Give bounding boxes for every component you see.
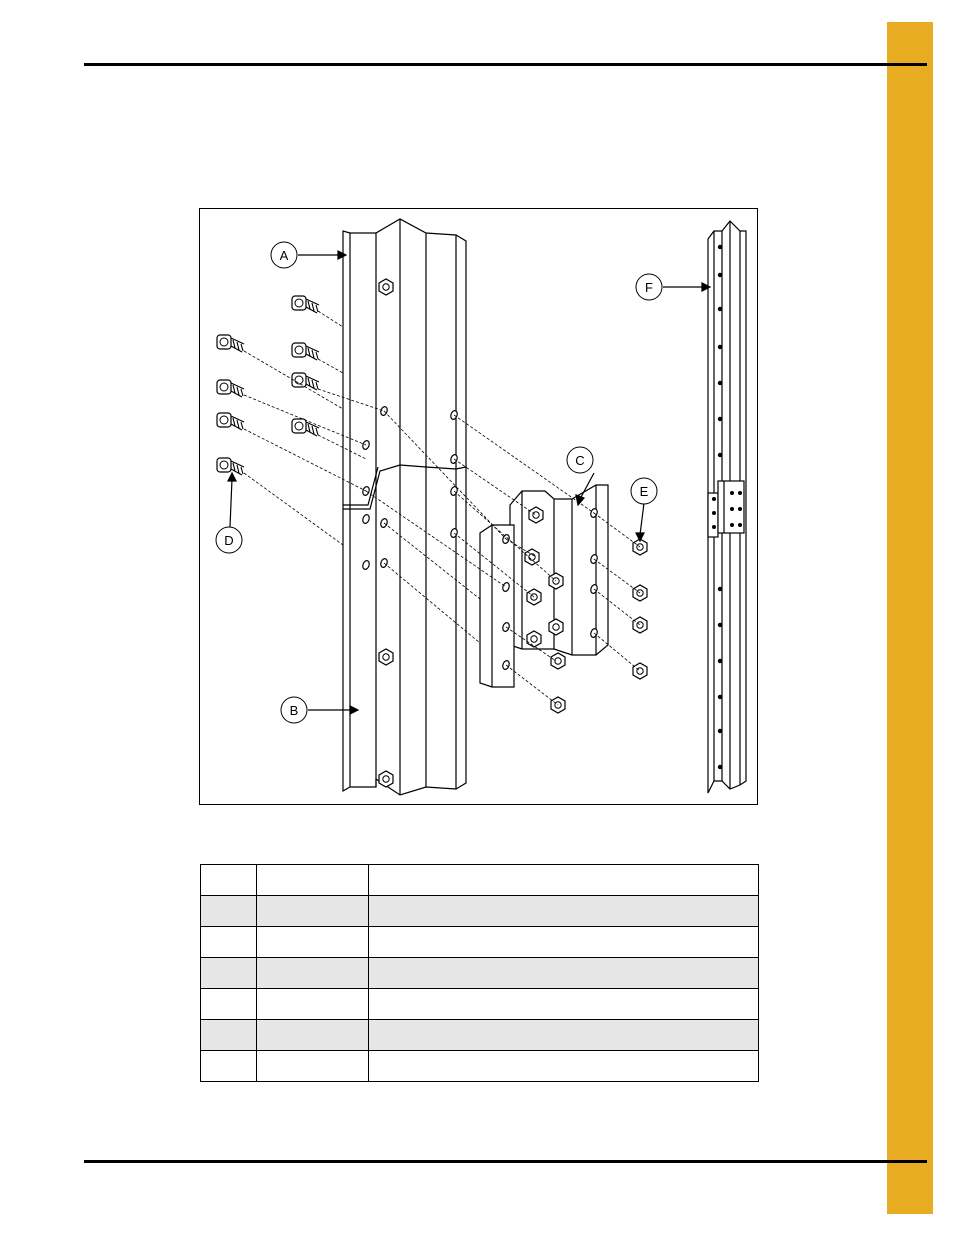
main-post [343, 219, 466, 795]
table-cell [257, 1051, 369, 1082]
table-cell [257, 1020, 369, 1051]
callout-c [567, 447, 593, 473]
svg-text:E: E [639, 484, 649, 499]
table-header-cell [257, 865, 369, 896]
parts-table [200, 864, 759, 1082]
callout-b [281, 697, 307, 723]
chapter-side-tab [887, 22, 933, 1214]
table-cell [369, 989, 759, 1020]
table-cell [369, 896, 759, 927]
table-cell [257, 927, 369, 958]
svg-text:A: A [279, 248, 289, 263]
splice-plates [480, 485, 608, 687]
table-row [201, 896, 759, 927]
svg-text:F: F [645, 280, 653, 295]
svg-text:D: D [224, 533, 234, 548]
table-row [201, 1020, 759, 1051]
assembled-column [708, 221, 746, 793]
svg-text:B: B [289, 703, 299, 718]
footer-rule [84, 1160, 927, 1163]
table-cell [201, 958, 257, 989]
table-cell [369, 927, 759, 958]
svg-text:C: C [575, 453, 585, 468]
table-cell [257, 958, 369, 989]
callout-f [636, 274, 662, 300]
table-header-row [201, 865, 759, 896]
table-row [201, 927, 759, 958]
table-cell [369, 1020, 759, 1051]
table-cell [369, 958, 759, 989]
table-cell [201, 1051, 257, 1082]
table-row [201, 989, 759, 1020]
loose-bolts [217, 296, 319, 475]
table-header-cell [369, 865, 759, 896]
assembly-illustration [200, 209, 757, 804]
table-cell [257, 896, 369, 927]
table-header-cell [201, 865, 257, 896]
table-cell [201, 896, 257, 927]
assembly-figure [199, 208, 758, 805]
table-cell [201, 989, 257, 1020]
table-cell [201, 927, 257, 958]
header-rule [84, 63, 927, 66]
callout-a [271, 242, 297, 268]
table-cell [257, 989, 369, 1020]
table-row [201, 958, 759, 989]
callout-d [216, 527, 242, 553]
table-cell [369, 1051, 759, 1082]
table-row [201, 1051, 759, 1082]
table-cell [201, 1020, 257, 1051]
callout-e [631, 478, 657, 504]
